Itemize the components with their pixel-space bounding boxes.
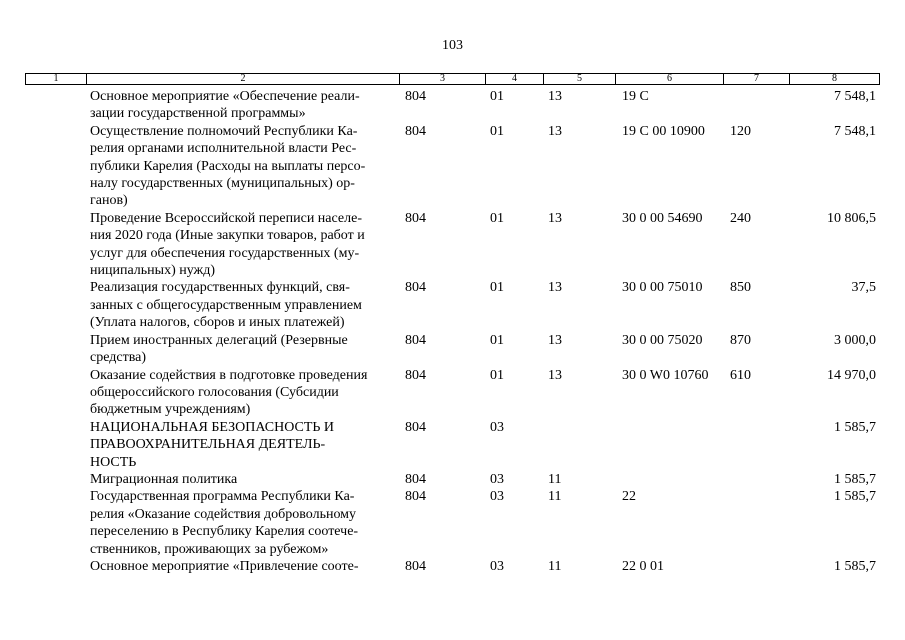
header-cell-3: 3 (399, 74, 485, 84)
table-row (0, 123, 905, 210)
row-name-line: Государственная программа Республики Ка- (90, 489, 355, 505)
table-row (0, 558, 905, 575)
table-row (0, 367, 905, 419)
row-col-7: 240 (730, 210, 751, 226)
row-col-3: 804 (405, 419, 426, 435)
row-col-5: 13 (548, 332, 562, 348)
row-name-line: ственников, проживающих за рубежом» (90, 541, 329, 557)
row-col-6: 19 С 00 10900 (622, 123, 705, 139)
header-cell-4: 4 (485, 74, 543, 84)
row-col-8: 7 548,1 (834, 89, 876, 104)
row-name-line: зации государственной программы» (90, 106, 306, 122)
row-name-line: общероссийского голосования (Субсидии (90, 384, 339, 400)
row-name-line: занных с общегосударственным управлением (90, 297, 362, 313)
row-col-8: 1 585,7 (834, 558, 876, 574)
table-row (0, 88, 905, 123)
row-name-line: ПРАВООХРАНИТЕЛЬНАЯ ДЕЯТЕЛЬ- (90, 437, 326, 453)
row-name-line: релия органами исполнительной власти Рес- (90, 141, 357, 157)
row-col-3: 804 (405, 471, 426, 487)
row-col-8: 1 585,7 (834, 471, 876, 487)
row-col-6: 30 0 00 75020 (622, 332, 703, 348)
row-name (90, 279, 395, 331)
header-cell-8: 8 (789, 74, 879, 84)
row-col-8: 7 548,1 (834, 123, 876, 139)
row-name-line: Основное мероприятие «Обеспечение реали- (90, 89, 360, 104)
row-col-8: 1 585,7 (834, 489, 876, 505)
row-col-5: 13 (548, 210, 562, 226)
row-name-line: Основное мероприятие «Привлечение сооте- (90, 558, 359, 574)
row-name-line: Реализация государственных функций, свя- (90, 280, 350, 296)
row-col-3: 804 (405, 210, 426, 226)
row-col-6: 30 0 W0 10760 (622, 367, 709, 383)
row-col-5: 11 (548, 489, 562, 505)
row-col-6: 19 С (622, 89, 649, 104)
row-col-5: 13 (548, 280, 562, 296)
row-col-3: 804 (405, 89, 426, 104)
row-col-6: 22 (622, 489, 636, 505)
row-col-4: 03 (490, 558, 504, 574)
row-col-5: 13 (548, 123, 562, 139)
row-col-5: 13 (548, 89, 562, 104)
table-row (0, 471, 905, 488)
table-row (0, 488, 905, 558)
row-name-line: ганов) (90, 193, 128, 209)
row-name-line: Оказание содействия в подготовке проведения (90, 367, 368, 383)
row-col-4: 03 (490, 489, 504, 505)
header-cell-1: 1 (53, 73, 59, 84)
row-col-7: 120 (730, 123, 751, 139)
row-name-line: НАЦИОНАЛЬНАЯ БЕЗОПАСНОСТЬ И (90, 419, 335, 435)
header-cell-5: 5 (543, 74, 615, 84)
row-col-5: 11 (548, 471, 562, 487)
header-cell-2: 2 (86, 74, 399, 84)
row-name (90, 471, 395, 488)
row-name-line: релия «Оказание содействия добровольному (90, 506, 357, 522)
row-name-line: бюджетным учреждениям) (90, 402, 251, 418)
row-name (90, 332, 395, 367)
row-col-4: 03 (490, 419, 504, 435)
row-name-line: (Уплата налогов, сборов и иных платежей) (90, 315, 345, 331)
row-name-line: ниципальных) нужд) (90, 263, 215, 279)
row-col-6: 22 0 01 (622, 558, 664, 574)
table-row (0, 419, 905, 471)
row-col-4: 01 (490, 89, 504, 104)
row-name (90, 88, 395, 123)
row-col-3: 804 (405, 367, 426, 383)
table-row (0, 279, 905, 331)
row-name (90, 419, 395, 471)
row-col-4: 01 (490, 332, 504, 348)
header-cell-6: 6 (615, 74, 723, 84)
row-name (90, 123, 395, 210)
row-name (90, 488, 395, 558)
row-col-4: 01 (490, 367, 504, 383)
table-row (0, 210, 905, 280)
row-col-6: 30 0 00 75010 (622, 280, 703, 296)
row-col-3: 804 (405, 123, 426, 139)
row-name-line: Осуществление полномочий Республики Ка- (90, 123, 358, 139)
row-name-line: переселению в Республику Карелия соотече- (90, 524, 359, 540)
row-name-line: Миграционная политика (90, 471, 238, 487)
row-col-3: 804 (405, 558, 426, 574)
row-col-4: 03 (490, 471, 504, 487)
row-col-4: 01 (490, 123, 504, 139)
row-name-line: услуг для обеспечения государственных (му- (90, 245, 360, 261)
row-col-8: 10 806,5 (827, 210, 876, 226)
page-number: 103 (442, 38, 463, 53)
row-col-6: 30 0 00 54690 (622, 210, 703, 226)
budget-table (0, 88, 905, 575)
row-col-3: 804 (405, 332, 426, 348)
table-header (25, 73, 880, 85)
row-col-7: 610 (730, 367, 751, 383)
row-col-4: 01 (490, 210, 504, 226)
row-col-5: 11 (548, 558, 562, 574)
row-name (90, 367, 395, 419)
row-col-8: 37,5 (851, 280, 876, 296)
row-col-7: 850 (730, 280, 751, 296)
row-col-3: 804 (405, 280, 426, 296)
row-name-line: НОСТЬ (90, 454, 137, 470)
row-col-7: 870 (730, 332, 751, 348)
row-name-line: ния 2020 года (Иные закупки товаров, работ и (90, 228, 365, 244)
row-col-8: 1 585,7 (834, 419, 876, 435)
row-name-line: публики Карелия (Расходы на выплаты персо- (90, 158, 366, 174)
row-col-4: 01 (490, 280, 504, 296)
row-col-5: 13 (548, 367, 562, 383)
row-name (90, 210, 395, 280)
row-name-line: Прием иностранных делегаций (Резервные (90, 332, 348, 348)
header-cell-7: 7 (723, 74, 789, 84)
row-name (90, 558, 395, 575)
row-col-3: 804 (405, 489, 426, 505)
row-name-line: Проведение Всероссийской переписи населе- (90, 210, 362, 226)
row-name-line: налу государственных (муниципальных) ор- (90, 176, 355, 192)
row-col-8: 14 970,0 (827, 367, 876, 383)
row-name-line: средства) (90, 350, 146, 366)
row-col-8: 3 000,0 (834, 332, 876, 348)
table-row (0, 332, 905, 367)
